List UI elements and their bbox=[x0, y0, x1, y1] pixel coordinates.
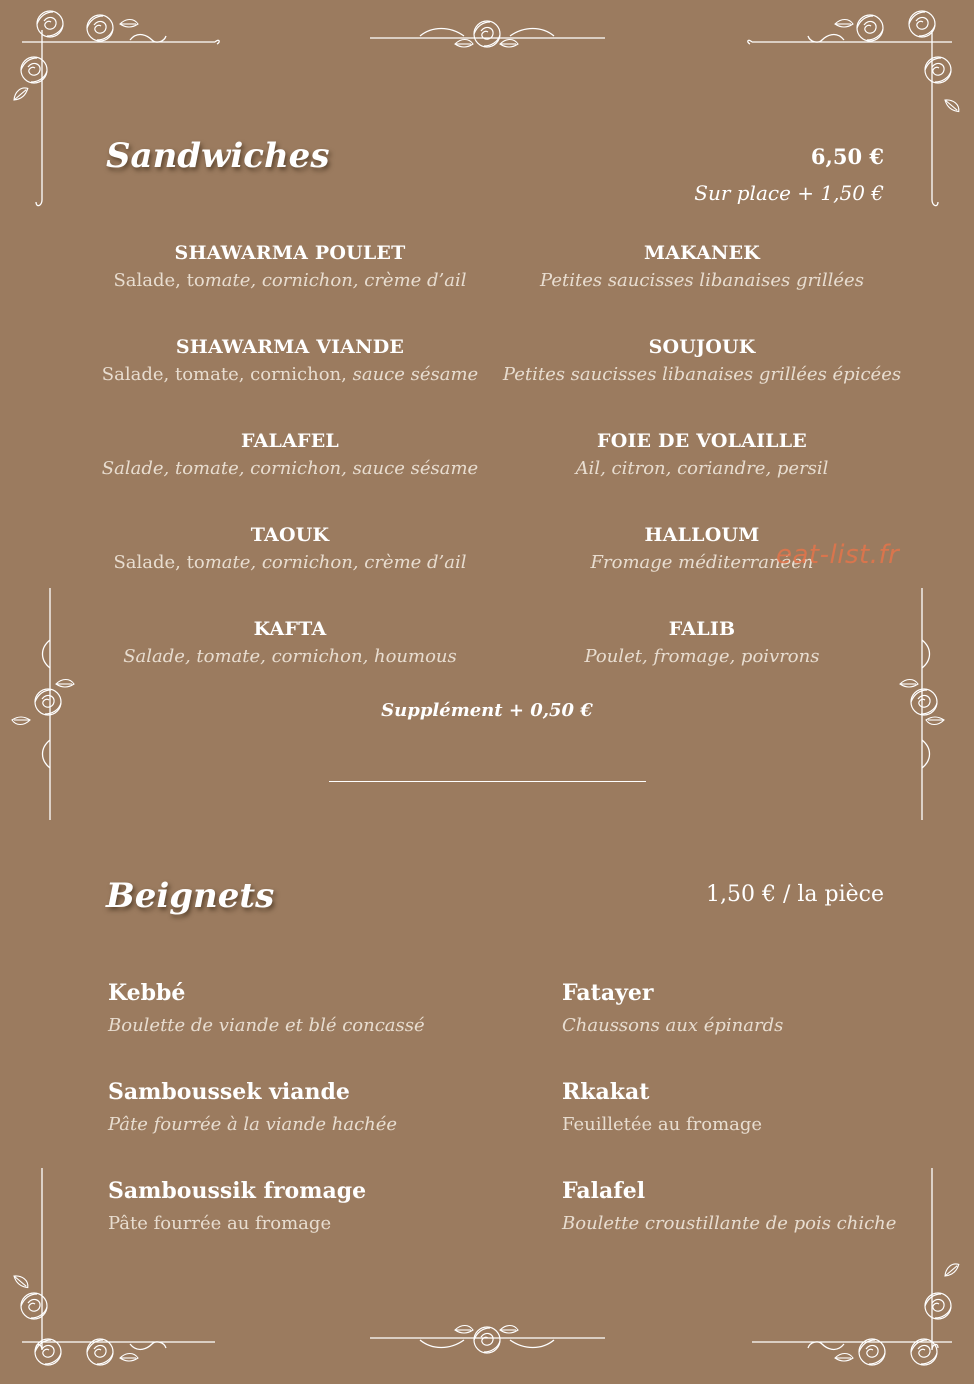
beignets-left-column bbox=[108, 978, 508, 1275]
item-description: Petites saucisses libanaises grillées épicées bbox=[502, 364, 902, 385]
menu-item bbox=[108, 978, 508, 1077]
item-name: TAOUK bbox=[250, 524, 330, 546]
menu-item bbox=[497, 334, 907, 428]
item-name: Kebbé bbox=[108, 980, 186, 1006]
item-name: MAKANEK bbox=[643, 242, 761, 264]
menu-item bbox=[562, 1176, 962, 1275]
watermark: eat-list.fr bbox=[776, 540, 900, 570]
item-description: Chaussons aux épinards bbox=[562, 1015, 784, 1036]
sandwiches-right-column bbox=[497, 240, 907, 710]
section-divider bbox=[329, 781, 646, 782]
item-description: Salade, tomate, cornichon, sauce sésame bbox=[101, 364, 479, 385]
item-name: Samboussek viande bbox=[108, 1079, 350, 1105]
item-description: Salade, tomate, cornichon, sauce sésame bbox=[101, 458, 479, 479]
menu-item bbox=[85, 428, 495, 522]
menu-item bbox=[562, 978, 962, 1077]
item-description: Boulette croustillante de pois chiche bbox=[562, 1213, 897, 1234]
menu-item bbox=[85, 522, 495, 616]
item-name: FALAFEL bbox=[241, 430, 339, 452]
item-description: Salade, tomate, cornichon, crème d’ail bbox=[113, 552, 467, 573]
menu-item bbox=[562, 1077, 962, 1176]
beignets-price: 1,50 € / la pièce bbox=[706, 882, 884, 907]
supplement-note: Supplément + 0,50 € bbox=[381, 700, 593, 721]
menu-item bbox=[108, 1176, 508, 1275]
item-name: FOIE DE VOLAILLE bbox=[597, 430, 807, 452]
item-description: Fromage méditerranéen bbox=[590, 552, 814, 573]
item-description: Pâte fourrée à la viande hachée bbox=[108, 1114, 398, 1135]
item-name: SOUJOUK bbox=[648, 336, 756, 358]
item-description: Petites saucisses libanaises grillées bbox=[540, 270, 864, 291]
item-description: Feuilletée au fromage bbox=[562, 1114, 763, 1135]
item-name: SHAWARMA POULET bbox=[174, 242, 406, 264]
item-description: Poulet, fromage, poivrons bbox=[584, 646, 820, 667]
sandwiches-left-column bbox=[85, 240, 495, 710]
menu-item bbox=[497, 428, 907, 522]
beignets-title: Beignets bbox=[106, 876, 275, 916]
item-description: Boulette de viande et blé concassé bbox=[108, 1015, 425, 1036]
item-description: Salade, tomate, cornichon, houmous bbox=[123, 646, 457, 667]
sandwiches-onsite-price: Sur place + 1,50 € bbox=[694, 181, 884, 205]
beignets-right-column bbox=[562, 978, 962, 1275]
menu-item bbox=[85, 240, 495, 334]
menu-item bbox=[108, 1077, 508, 1176]
item-description: Salade, tomate, cornichon, crème d’ail bbox=[113, 270, 467, 291]
item-description: Pâte fourrée au fromage bbox=[108, 1213, 332, 1234]
item-name: Samboussik fromage bbox=[108, 1178, 367, 1204]
sandwiches-title: Sandwiches bbox=[106, 136, 330, 176]
item-name: FALIB bbox=[668, 618, 736, 640]
menu-item bbox=[85, 616, 495, 710]
item-name: HALLOUM bbox=[644, 524, 760, 546]
item-name: Fatayer bbox=[562, 980, 654, 1006]
item-description: Ail, citron, coriandre, persil bbox=[575, 458, 829, 479]
item-name: SHAWARMA VIANDE bbox=[175, 336, 405, 358]
item-name: Falafel bbox=[562, 1178, 646, 1204]
menu-item bbox=[85, 334, 495, 428]
item-name: Rkakat bbox=[562, 1079, 650, 1105]
menu-item bbox=[497, 240, 907, 334]
sandwiches-price: 6,50 € bbox=[810, 144, 884, 169]
menu-item bbox=[497, 616, 907, 710]
item-name: KAFTA bbox=[253, 618, 327, 640]
